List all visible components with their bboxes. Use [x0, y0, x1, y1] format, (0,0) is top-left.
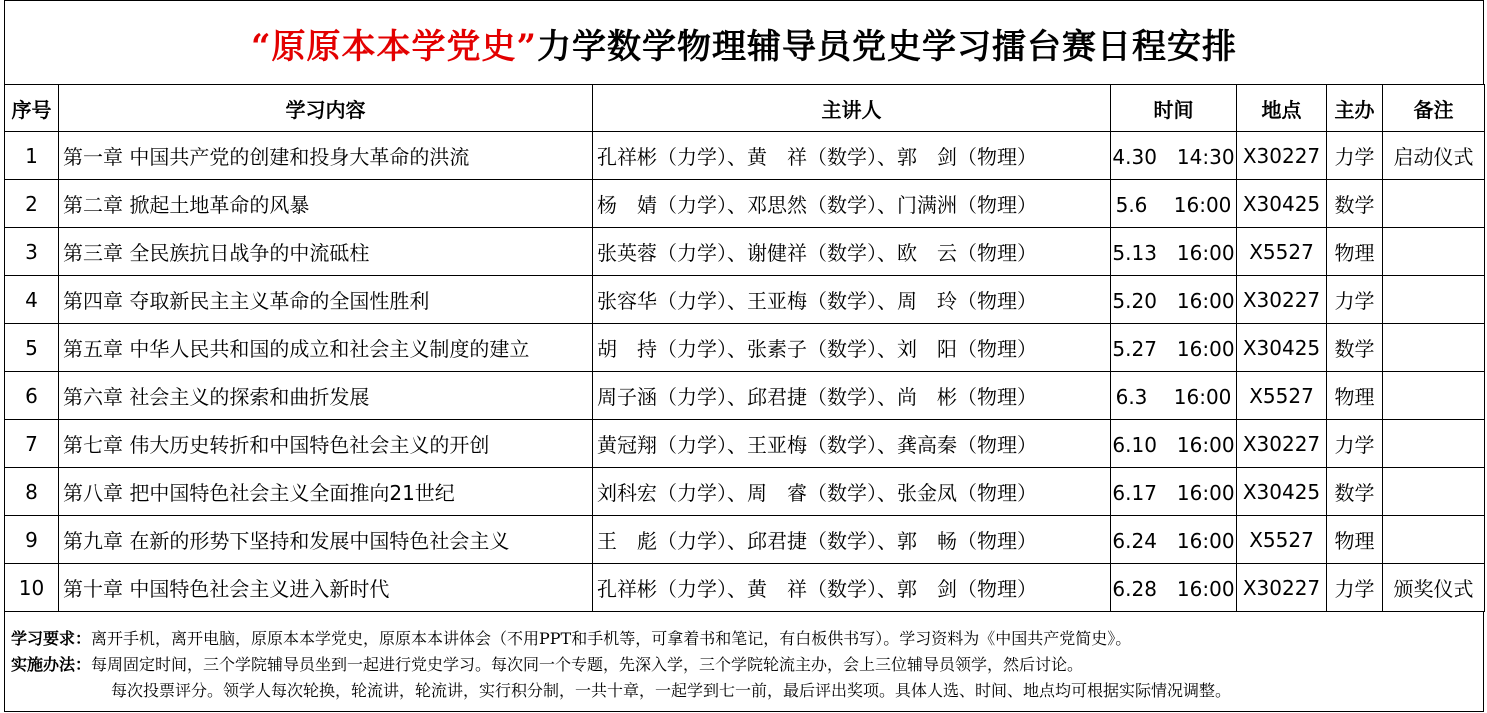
- table-row: [5, 468, 1485, 516]
- cell-host[interactable]: 数学: [1327, 324, 1383, 372]
- header-speakers[interactable]: 主讲人: [593, 85, 1111, 132]
- cell-host[interactable]: 力学: [1327, 564, 1383, 612]
- cell-content[interactable]: 第八章 把中国特色社会主义全面推向21世纪: [59, 468, 593, 516]
- cell-no[interactable]: 4: [5, 276, 59, 324]
- cell-speakers[interactable]: 张容华（力学）、王亚梅（数学）、周 玲（物理）: [593, 276, 1111, 324]
- cell-no[interactable]: 2: [5, 180, 59, 228]
- cell-content[interactable]: 第十章 中国特色社会主义进入新时代: [59, 564, 593, 612]
- cell-no[interactable]: 6: [5, 372, 59, 420]
- cell-place[interactable]: X30425: [1237, 180, 1327, 228]
- cell-speakers[interactable]: 胡 持（力学）、张素子（数学）、刘 阳（物理）: [593, 324, 1111, 372]
- cell-time[interactable]: 6.28 16:00: [1111, 564, 1237, 612]
- cell-place[interactable]: X30227: [1237, 564, 1327, 612]
- header-place[interactable]: 地点: [1237, 85, 1327, 132]
- cell-content[interactable]: 第九章 在新的形势下坚持和发展中国特色社会主义: [59, 516, 593, 564]
- header-row: [5, 85, 1485, 132]
- implementation-text-1: 每周固定时间，三个学院辅导员坐到一起进行党史学习。每次同一个专题，先深入学，三个学院轮流主办，会上三位辅导员领学，然后讨论。: [91, 655, 1084, 674]
- table-row: [5, 420, 1485, 468]
- requirements-line: [11, 626, 1131, 649]
- cell-place[interactable]: X5527: [1237, 516, 1327, 564]
- cell-note[interactable]: 颁奖仪式: [1383, 564, 1485, 612]
- cell-no[interactable]: 9: [5, 516, 59, 564]
- cell-host[interactable]: 物理: [1327, 228, 1383, 276]
- implementation-label: 实施办法：: [11, 655, 92, 674]
- cell-speakers[interactable]: 孔祥彬（力学）、黄 祥（数学）、郭 剑（物理）: [593, 132, 1111, 180]
- requirements-text: 离开手机，离开电脑，原原本本学党史，原原本本讲体会（不用PPT和手机等，可拿着书和笔记，有白板供书写）。学习资料为《中国共产党简史》。: [91, 629, 1132, 648]
- cell-host[interactable]: 数学: [1327, 180, 1383, 228]
- cell-no[interactable]: 1: [5, 132, 59, 180]
- header-time[interactable]: 时间: [1111, 85, 1237, 132]
- cell-speakers[interactable]: 杨 婧（力学）、邓思然（数学）、门满洲（物理）: [593, 180, 1111, 228]
- page-title: [4, 0, 1484, 85]
- cell-content[interactable]: 第一章 中国共产党的创建和投身大革命的洪流: [59, 132, 593, 180]
- schedule-table: [4, 84, 1485, 612]
- table-row: [5, 276, 1485, 324]
- table-row: [5, 180, 1485, 228]
- cell-note[interactable]: 启动仪式: [1383, 132, 1485, 180]
- cell-no[interactable]: 10: [5, 564, 59, 612]
- header-note[interactable]: 备注: [1383, 85, 1485, 132]
- requirements-label: 学习要求：: [11, 629, 92, 648]
- cell-note[interactable]: [1383, 468, 1485, 516]
- cell-note[interactable]: [1383, 276, 1485, 324]
- cell-note[interactable]: [1383, 228, 1485, 276]
- table-row: [5, 372, 1485, 420]
- cell-host[interactable]: 力学: [1327, 132, 1383, 180]
- cell-no[interactable]: 5: [5, 324, 59, 372]
- cell-no[interactable]: 3: [5, 228, 59, 276]
- cell-note[interactable]: [1383, 420, 1485, 468]
- cell-host[interactable]: 力学: [1327, 276, 1383, 324]
- cell-time[interactable]: 6.10 16:00: [1111, 420, 1237, 468]
- cell-time[interactable]: 6.24 16:00: [1111, 516, 1237, 564]
- table-row: [5, 228, 1485, 276]
- table-row: [5, 132, 1485, 180]
- title-red-part: “原原本本学党史”: [250, 26, 538, 67]
- cell-place[interactable]: X30425: [1237, 468, 1327, 516]
- cell-host[interactable]: 数学: [1327, 468, 1383, 516]
- cell-speakers[interactable]: 孔祥彬（力学）、黄 祥（数学）、郭 剑（物理）: [593, 564, 1111, 612]
- cell-place[interactable]: X30227: [1237, 132, 1327, 180]
- table-row: [5, 516, 1485, 564]
- cell-host[interactable]: 物理: [1327, 516, 1383, 564]
- cell-speakers[interactable]: 黄冠翔（力学）、王亚梅（数学）、龚高秦（物理）: [593, 420, 1111, 468]
- cell-content[interactable]: 第四章 夺取新民主主义革命的全国性胜利: [59, 276, 593, 324]
- cell-no[interactable]: 8: [5, 468, 59, 516]
- table-row: [5, 564, 1485, 612]
- cell-host[interactable]: 物理: [1327, 372, 1383, 420]
- cell-speakers[interactable]: 张英蓉（力学）、谢健祥（数学）、欧 云（物理）: [593, 228, 1111, 276]
- cell-note[interactable]: [1383, 372, 1485, 420]
- cell-place[interactable]: X5527: [1237, 372, 1327, 420]
- cell-place[interactable]: X30227: [1237, 420, 1327, 468]
- title-black-part: 力学数学物理辅导员党史学习擂台赛日程安排: [537, 26, 1238, 67]
- cell-note[interactable]: [1383, 324, 1485, 372]
- implementation-line: [11, 652, 1083, 675]
- cell-place[interactable]: X5527: [1237, 228, 1327, 276]
- header-host[interactable]: 主办: [1327, 85, 1383, 132]
- cell-time[interactable]: 4.30 14:30: [1111, 132, 1237, 180]
- implementation-text-2: 每次投票评分。领学人每次轮换，轮流讲，轮流讲，实行积分制，一共十章，一起学到七一前，最后评出奖项。具体人选、时间、地点均可根据实际情况调整。: [111, 681, 1232, 700]
- cell-speakers[interactable]: 刘科宏（力学）、周 睿（数学）、张金凤（物理）: [593, 468, 1111, 516]
- cell-time[interactable]: 6.3 16:00: [1111, 372, 1237, 420]
- cell-speakers[interactable]: 王 彪（力学）、邱君捷（数学）、郭 畅（物理）: [593, 516, 1111, 564]
- cell-content[interactable]: 第五章 中华人民共和国的成立和社会主义制度的建立: [59, 324, 593, 372]
- implementation-line-2: [111, 678, 1231, 701]
- cell-time[interactable]: 5.27 16:00: [1111, 324, 1237, 372]
- cell-speakers[interactable]: 周子涵（力学）、邱君捷（数学）、尚 彬（物理）: [593, 372, 1111, 420]
- cell-content[interactable]: 第三章 全民族抗日战争的中流砥柱: [59, 228, 593, 276]
- cell-time[interactable]: 6.17 16:00: [1111, 468, 1237, 516]
- cell-place[interactable]: X30425: [1237, 324, 1327, 372]
- cell-no[interactable]: 7: [5, 420, 59, 468]
- cell-host[interactable]: 力学: [1327, 420, 1383, 468]
- notes-section: [4, 612, 1484, 712]
- cell-time[interactable]: 5.20 16:00: [1111, 276, 1237, 324]
- cell-content[interactable]: 第二章 掀起土地革命的风暴: [59, 180, 593, 228]
- cell-note[interactable]: [1383, 180, 1485, 228]
- cell-time[interactable]: 5.6 16:00: [1111, 180, 1237, 228]
- header-content[interactable]: 学习内容: [59, 85, 593, 132]
- table-row: [5, 324, 1485, 372]
- cell-content[interactable]: 第七章 伟大历史转折和中国特色社会主义的开创: [59, 420, 593, 468]
- cell-place[interactable]: X30227: [1237, 276, 1327, 324]
- cell-time[interactable]: 5.13 16:00: [1111, 228, 1237, 276]
- cell-note[interactable]: [1383, 516, 1485, 564]
- header-no[interactable]: 序号: [5, 85, 59, 132]
- cell-content[interactable]: 第六章 社会主义的探索和曲折发展: [59, 372, 593, 420]
- schedule-sheet: [4, 0, 1484, 712]
